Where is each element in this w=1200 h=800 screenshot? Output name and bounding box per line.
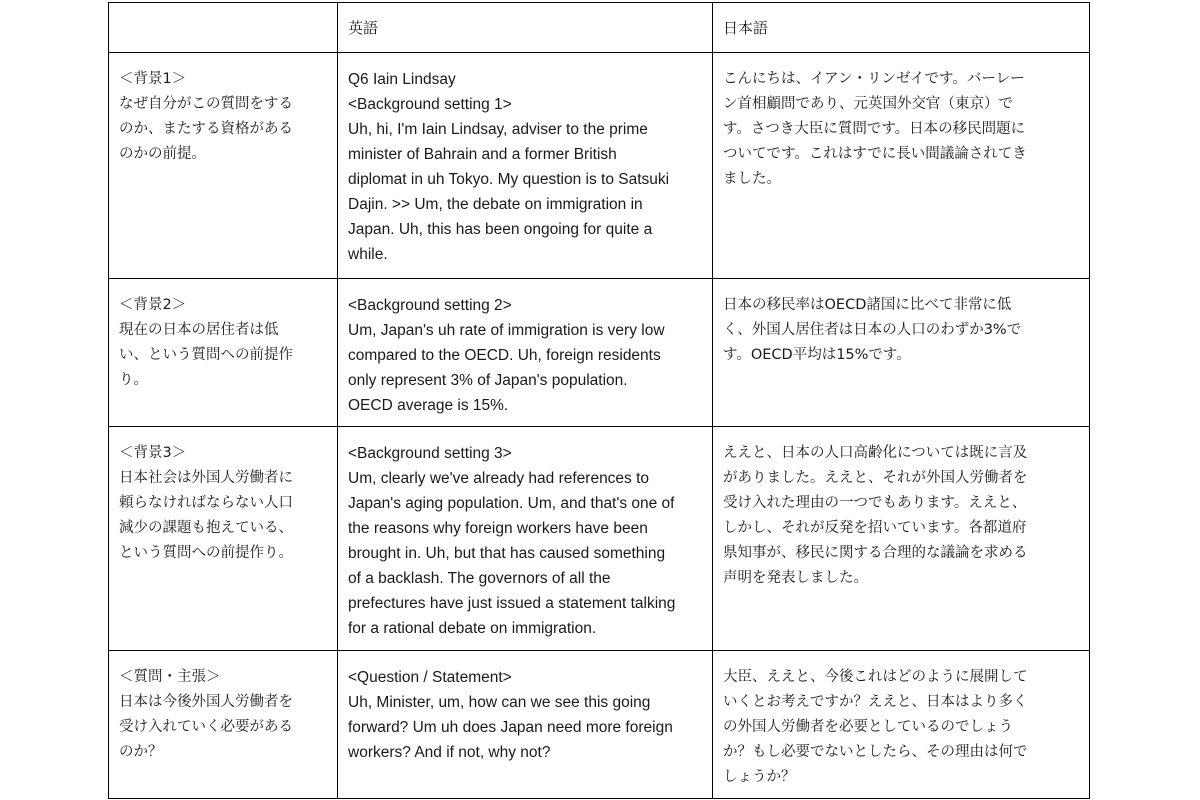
label-line: なぜ自分がこの質問をする <box>119 96 293 112</box>
english-line: compared to the OECD. Uh, foreign residents <box>348 347 661 364</box>
label-cell <box>109 53 338 279</box>
header-english-label: 英語 <box>348 19 379 37</box>
japanese-line: 声明を発表しました。 <box>723 570 868 586</box>
english-line: Dajin. >> Um, the debate on immigration in <box>348 196 643 213</box>
japanese-line: す。OECD平均は15%です。 <box>723 347 911 363</box>
label-line: のか？ <box>119 744 163 760</box>
english-line: Uh, Minister, um, how can we see this going <box>348 694 651 711</box>
table-row <box>109 651 1090 799</box>
english-line: brought in. Uh, but that has caused something <box>348 545 666 562</box>
english-cell <box>338 651 713 799</box>
japanese-line: こんにちは、イアン・リンゼイです。バーレー <box>723 71 1025 87</box>
label-cell <box>109 279 338 427</box>
english-cell <box>338 427 713 651</box>
label-line: のかの前提。 <box>119 146 206 162</box>
english-line: prefectures have just issued a statement talking <box>348 595 676 612</box>
label-line: 減少の課題も抱えている、 <box>119 520 293 536</box>
japanese-line: か？もし必要でないとしたら、その理由は何で <box>723 744 1028 760</box>
table-row <box>109 279 1090 427</box>
japanese-cell <box>713 53 1090 279</box>
english-cell <box>338 53 713 279</box>
label-line: い、という質問への前提作 <box>119 347 293 363</box>
english-line: of a backlash. The governors of all the <box>348 570 611 587</box>
english-line: minister of Bahrain and a former British <box>348 146 617 163</box>
english-line: Um, Japan's uh rate of immigration is very low <box>348 322 665 339</box>
header-cell-empty <box>109 3 338 53</box>
transcript-table <box>108 2 1090 799</box>
header-row <box>109 3 1090 53</box>
japanese-line: の外国人労働者を必要としているのでしょう <box>723 719 1013 735</box>
header-cell-japanese <box>713 3 1090 53</box>
english-line: <Background setting 3> <box>348 445 512 462</box>
japanese-line: く、外国人居住者は日本の人口のわずか3%で <box>723 322 1022 338</box>
english-line: only represent 3% of Japan's population. <box>348 372 628 389</box>
header-cell-english <box>338 3 713 53</box>
table-row <box>109 427 1090 651</box>
japanese-line: ついてです。これはすでに長い間議論されてき <box>723 146 1027 162</box>
english-line: Uh, hi, I'm Iain Lindsay, adviser to the prime <box>348 121 648 138</box>
japanese-line: 大臣、ええと、今後これはどのように展開して <box>723 669 1028 685</box>
english-line: the reasons why foreign workers have been <box>348 520 648 537</box>
label-line: 日本社会は外国人労働者に <box>119 470 293 486</box>
label-line: ＜質問・主張＞ <box>119 669 221 685</box>
label-line: のか、またする資格がある <box>119 121 293 137</box>
japanese-line: ええと、日本の人口高齢化については既に言及 <box>723 445 1028 461</box>
label-line: 日本は今後外国人労働者を <box>119 694 293 710</box>
english-line: diplomat in uh Tokyo. My question is to Satsuki <box>348 171 670 188</box>
japanese-line: 県知事が、移民に関する合理的な議論を求める <box>723 545 1028 561</box>
japanese-line: いくとお考えですか？ええと、日本はより多く <box>723 694 1028 710</box>
label-line: という質問への前提作り。 <box>119 545 293 561</box>
label-line: ＜背景1＞ <box>119 71 187 87</box>
label-line: 頼らなければならない人口 <box>119 495 293 511</box>
japanese-line: がありました。ええと、それが外国人労働者を <box>723 470 1028 486</box>
label-line: り。 <box>119 372 148 388</box>
english-line: <Background setting 1> <box>348 96 512 113</box>
english-line: <Background setting 2> <box>348 297 512 314</box>
header-japanese-label: 日本語 <box>723 19 769 37</box>
label-cell <box>109 651 338 799</box>
japanese-line: しょうか？ <box>723 769 796 785</box>
japanese-line: 日本の移民率はOECD諸国に比べて非常に低 <box>723 297 1012 313</box>
label-line: 現在の日本の居住者は低 <box>119 322 279 338</box>
japanese-cell <box>713 427 1090 651</box>
english-line: Japan's aging population. Um, and that's one of <box>348 495 675 512</box>
english-line: while. <box>348 246 388 263</box>
english-line: forward? Um uh does Japan need more foreign <box>348 719 673 736</box>
english-line: <Question / Statement> <box>348 669 512 686</box>
english-cell <box>338 279 713 427</box>
japanese-line: 受け入れた理由の一つでもあります。ええと、 <box>723 495 1027 511</box>
english-line: Um, clearly we've already had references to <box>348 470 650 487</box>
english-line: Japan. Uh, this has been ongoing for quite a <box>348 221 653 238</box>
japanese-line: す。さつき大臣に質問です。日本の移民問題に <box>723 121 1026 137</box>
label-line: ＜背景2＞ <box>119 297 187 313</box>
english-line: for a rational debate on immigration. <box>348 620 597 637</box>
table-row <box>109 53 1090 279</box>
english-line: Q6 Iain Lindsay <box>348 71 456 88</box>
label-cell <box>109 427 338 651</box>
japanese-line: しかし、それが反発を招いています。各都道府 <box>723 520 1027 536</box>
label-line: 受け入れていく必要がある <box>119 719 293 735</box>
english-line: workers? And if not, why not? <box>348 744 551 761</box>
label-line: ＜背景3＞ <box>119 445 187 461</box>
japanese-line: ン首相顧問であり、元英国外交官（東京）で <box>723 96 1013 112</box>
japanese-line: ました。 <box>723 171 781 187</box>
japanese-cell <box>713 279 1090 427</box>
japanese-cell <box>713 651 1090 799</box>
english-line: OECD average is 15%. <box>348 397 509 414</box>
